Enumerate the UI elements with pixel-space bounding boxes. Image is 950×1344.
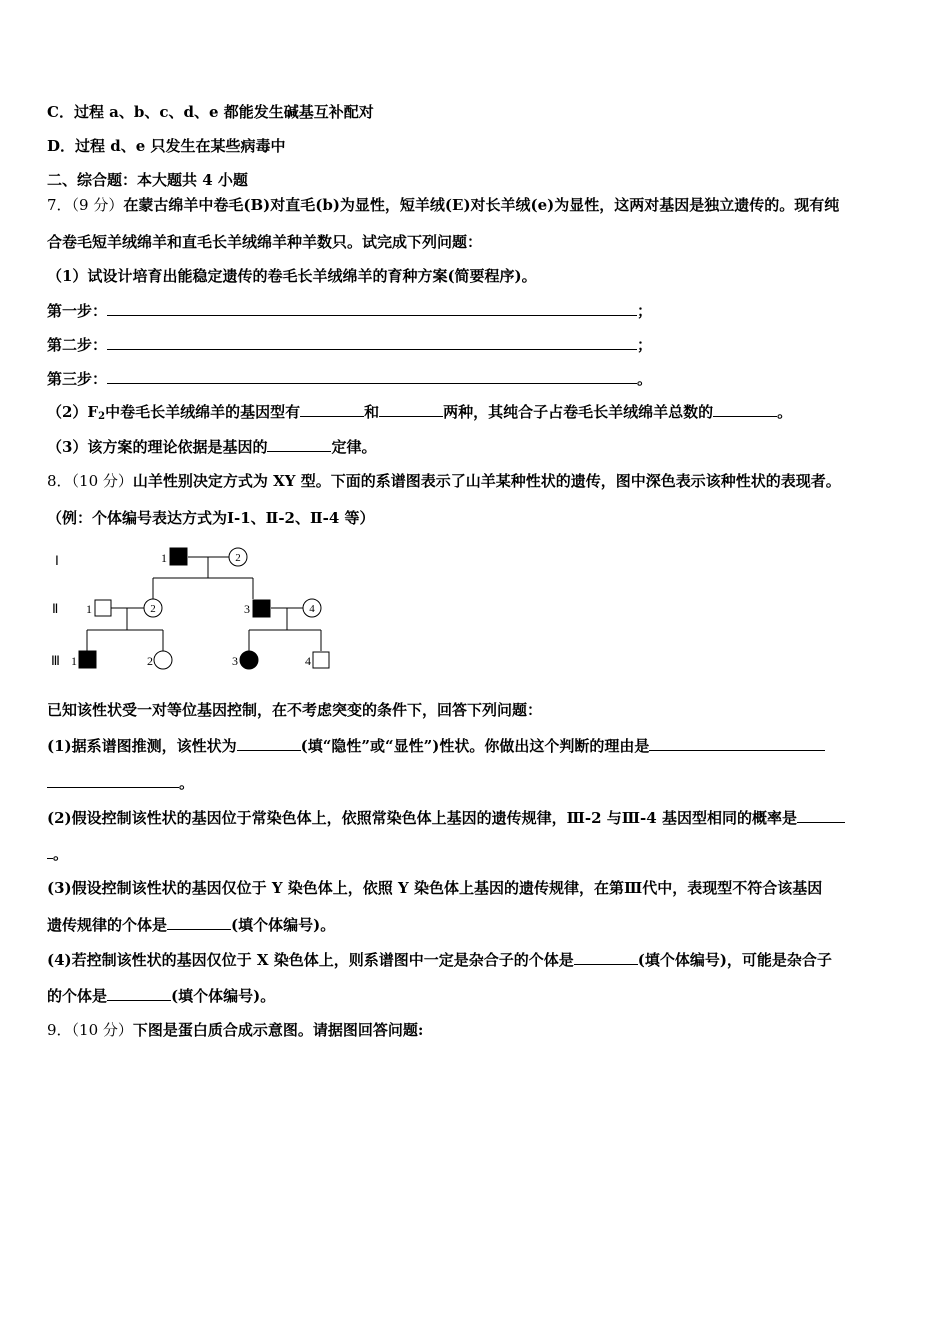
answer-blank[interactable] <box>713 401 777 417</box>
q8-line1: 8．（10 分）山羊性别决定方式为 XY 型。下面的系谱图表示了山羊某种性状的遗传，图中深色表示该种性状的表现者。 <box>47 472 841 490</box>
answer-blank[interactable] <box>267 436 331 452</box>
answer-blank[interactable] <box>107 985 171 1001</box>
section-heading: 二、综合题：本大题共 4 小题 <box>47 171 248 189</box>
pedigree-chart <box>45 540 345 680</box>
answer-blank[interactable] <box>47 772 179 788</box>
affected-male-III-1 <box>79 651 96 668</box>
individual-number: 1 <box>86 602 92 616</box>
step-1: 第一步： ； <box>47 302 653 320</box>
generation-label-1: Ⅰ <box>55 553 59 568</box>
individual-number: 2 <box>235 552 241 564</box>
generation-label-2: Ⅱ <box>52 601 59 616</box>
q8-part3-cont: 遗传规律的个体是 (填个体编号)。 <box>47 916 336 934</box>
answer-blank[interactable] <box>107 368 637 384</box>
individual-number: 4 <box>309 603 315 615</box>
q7-line2: 合卷毛短羊绒绵羊和直毛长羊绒绵羊种羊数只。试完成下列问题： <box>47 233 483 251</box>
generation-label-3: Ⅲ <box>51 653 60 668</box>
answer-blank[interactable] <box>167 914 231 930</box>
individual-number: 3 <box>232 654 238 668</box>
q8-intro: 已知该性状受一对等位基因控制，在不考虑突变的条件下，回答下列问题： <box>47 701 543 719</box>
q8-part1: (1)据系谱图推测，该性状为 (填“隐性”或“显性”)性状。你做出这个判断的理由是 <box>47 735 825 756</box>
answer-blank[interactable] <box>107 300 637 316</box>
q8-part4-cont: 的个体是 (填个体编号)。 <box>47 987 276 1005</box>
unaffected-male-III-4 <box>313 652 329 668</box>
option-c: C．过程 a、b、c、d、e 都能发生碱基互补配对 <box>47 103 374 121</box>
answer-blank[interactable] <box>379 401 443 417</box>
q7-line1: 7．（9 分）在蒙古绵羊中卷毛(B)对直毛(b)为显性，短羊绒(E)对长羊绒(e)为显性，这两对基因是独立遗传的。现有纯 <box>47 196 840 214</box>
q9-line: 9．（10 分）下图是蛋白质合成示意图。请据图回答问题: <box>47 1021 424 1039</box>
affected-male-I-1 <box>170 548 187 565</box>
individual-number: 1 <box>161 551 167 565</box>
q7-part2: $(2)F_2$中卷毛长羊绒绵羊的基因型有 和 两种，其纯合子占卷毛长羊绒绵羊总数的 。 <box>47 403 793 422</box>
q8-part4: (4)若控制该性状的基因仅位于 X 染色体上，则系谱图中一定是杂合子的个体是 (填个体编号)，可能是杂合子 <box>47 951 832 969</box>
q8-line2: （例：个体编号表达方式为Ⅰ-1、Ⅱ-2、Ⅱ-4 等） <box>47 509 375 527</box>
affected-male-II-3 <box>253 600 270 617</box>
unaffected-female-III-2 <box>154 651 172 669</box>
answer-blank[interactable] <box>797 807 845 823</box>
individual-number: 2 <box>147 654 153 668</box>
answer-blank[interactable] <box>300 401 364 417</box>
answer-blank[interactable] <box>649 735 825 751</box>
answer-blank[interactable] <box>574 949 638 965</box>
individual-number: 3 <box>244 602 250 616</box>
step-3: 第三步： 。 <box>47 370 653 388</box>
q8-part1-cont: 。 <box>47 772 194 793</box>
q8-part2-cont: 。 <box>47 843 68 864</box>
individual-number: 2 <box>150 603 156 615</box>
answer-blank[interactable] <box>107 334 637 350</box>
q7-part3: （3）该方案的理论依据是基因的 定律。 <box>47 438 377 456</box>
q8-part3: (3)假设控制该性状的基因仅位于 Y 染色体上，依照 Y 染色体上基因的遗传规律，在第Ⅲ代中，表现型不符合该基因 <box>47 879 823 897</box>
step-2: 第二步： ； <box>47 336 653 354</box>
individual-number: 4 <box>305 654 311 668</box>
affected-female-III-3 <box>240 651 258 669</box>
q7-part1: （1）试设计培育出能稳定遗传的卷毛长羊绒绵羊的育种方案(简要程序)。 <box>47 267 537 285</box>
individual-number: 1 <box>71 654 77 668</box>
q8-part2: (2)假设控制该性状的基因位于常染色体上，依照常染色体上基因的遗传规律，Ⅲ-2 与Ⅲ-4 基因型相同的概率是 <box>47 807 845 828</box>
answer-blank[interactable] <box>237 735 301 751</box>
unaffected-male-II-1 <box>95 600 111 616</box>
option-d: D．过程 d、e 只发生在某些病毒中 <box>47 137 286 155</box>
